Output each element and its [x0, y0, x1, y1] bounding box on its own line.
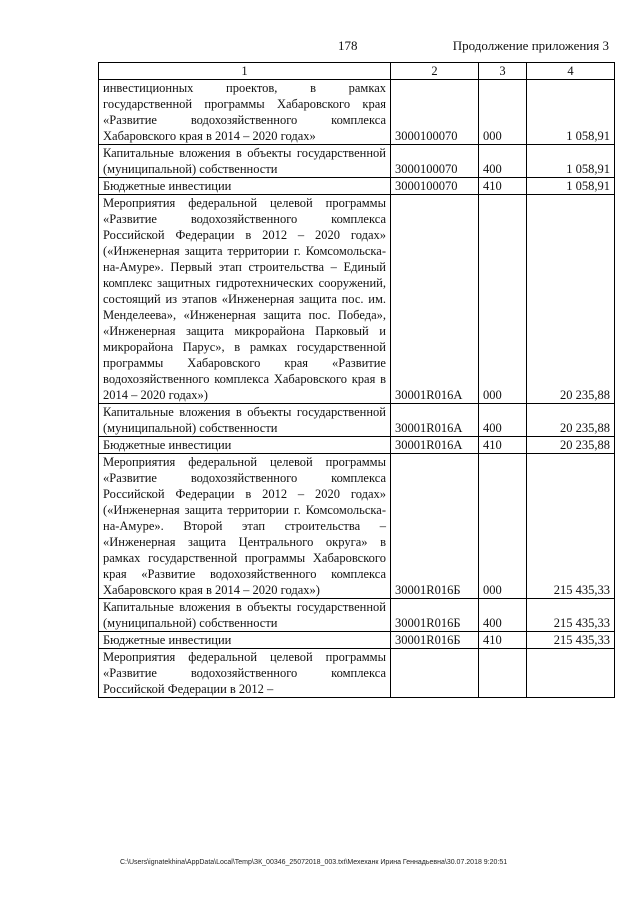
- file-path-footer: C:\Users\ignatekhina\AppData\Local\Temp\ЗК_00346_25072018_003.txt\Мехеханк Ирина Геннадьевна\30.07.2018 9:20:51: [120, 859, 508, 866]
- row-code: 30001R016Б: [391, 632, 479, 649]
- row-description: Бюджетные инвестиции: [99, 437, 391, 454]
- row-code: 3000100070: [391, 145, 479, 178]
- column-header-4: 4: [527, 63, 615, 80]
- column-header-1: 1: [99, 63, 391, 80]
- table-row: [99, 195, 615, 404]
- row-expense-type: 410: [479, 178, 527, 195]
- page-number: 178: [338, 38, 358, 53]
- row-expense-type: 410: [479, 632, 527, 649]
- row-sum: 1 058,91: [527, 178, 615, 195]
- column-header-2: 2: [391, 63, 479, 80]
- row-expense-type: 000: [479, 195, 527, 404]
- column-header-3: 3: [479, 63, 527, 80]
- row-description: Капитальные вложения в объекты государственной (муниципальной) собственности: [99, 145, 391, 178]
- table-row: [99, 404, 615, 437]
- continuation-label: Продолжение приложения 3: [452, 38, 609, 53]
- row-code: 30001R016А: [391, 404, 479, 437]
- row-code: 30001R016Б: [391, 454, 479, 599]
- row-description: Мероприятия федеральной целевой программы «Развитие водохозяйственного комплекса Российской Федерации в 2012 – 2020 годах» («Инженерная защита территории г. Комсомольска-на-Амуре». Первый этап строительства – Единый комплекс защитных гидротехнических сооружений, состоящий из этапов «Инженерная защита пос. им. Менделеева», «Инженерная защита пос. Победа», «Инженерная защита микрорайона Парковый и микрорайона Парус», в рамках государственной программы Хабаровского края «Развитие водохозяйственного комплекса Хабаровского края в 2014 – 2020 годах»): [99, 195, 391, 404]
- row-code: 30001R016А: [391, 437, 479, 454]
- row-description: Капитальные вложения в объекты государственной (муниципальной) собственности: [99, 404, 391, 437]
- budget-table: [98, 62, 615, 698]
- row-code: [391, 649, 479, 698]
- row-sum: 215 435,33: [527, 599, 615, 632]
- row-expense-type: 410: [479, 437, 527, 454]
- row-code: 3000100070: [391, 178, 479, 195]
- row-sum: 215 435,33: [527, 454, 615, 599]
- row-description: Бюджетные инвестиции: [99, 178, 391, 195]
- row-sum: 1 058,91: [527, 80, 615, 145]
- row-description: инвестиционных проектов, в рамках государственной программы Хабаровского края «Развитие водохозяйственного комплекса Хабаровского края в 2014 – 2020 годах»: [99, 80, 391, 145]
- row-expense-type: 400: [479, 404, 527, 437]
- row-sum: 20 235,88: [527, 404, 615, 437]
- row-description: Бюджетные инвестиции: [99, 632, 391, 649]
- row-sum: [527, 649, 615, 698]
- table-row: [99, 599, 615, 632]
- row-code: 30001R016А: [391, 195, 479, 404]
- row-sum: 215 435,33: [527, 632, 615, 649]
- table-row: [99, 437, 615, 454]
- row-code: 30001R016Б: [391, 599, 479, 632]
- row-description: Мероприятия федеральной целевой программы «Развитие водохозяйственного комплекса Российской Федерации в 2012 –: [99, 649, 391, 698]
- table-row: [99, 178, 615, 195]
- row-expense-type: [479, 649, 527, 698]
- row-sum: 20 235,88: [527, 195, 615, 404]
- row-expense-type: 400: [479, 599, 527, 632]
- row-expense-type: 400: [479, 145, 527, 178]
- row-description: Капитальные вложения в объекты государственной (муниципальной) собственности: [99, 599, 391, 632]
- row-code: 3000100070: [391, 80, 479, 145]
- row-expense-type: 000: [479, 80, 527, 145]
- table-row: [99, 454, 615, 599]
- page-header: [0, 38, 640, 56]
- table-row: [99, 632, 615, 649]
- row-expense-type: 000: [479, 454, 527, 599]
- row-sum: 1 058,91: [527, 145, 615, 178]
- table-row: [99, 80, 615, 145]
- table-row: [99, 145, 615, 178]
- table-row: [99, 649, 615, 698]
- row-description: Мероприятия федеральной целевой программы «Развитие водохозяйственного комплекса Российской Федерации в 2012 – 2020 годах» («Инженерная защита территории г. Комсомольска-на-Амуре». Второй этап строительства – «Инженерная защита Центрального округа» в рамках государственной программы Хабаровского края «Развитие водохозяйственного комплекса Хабаровского края в 2014 – 2020 годах»): [99, 454, 391, 599]
- column-header-row: [99, 63, 615, 80]
- row-sum: 20 235,88: [527, 437, 615, 454]
